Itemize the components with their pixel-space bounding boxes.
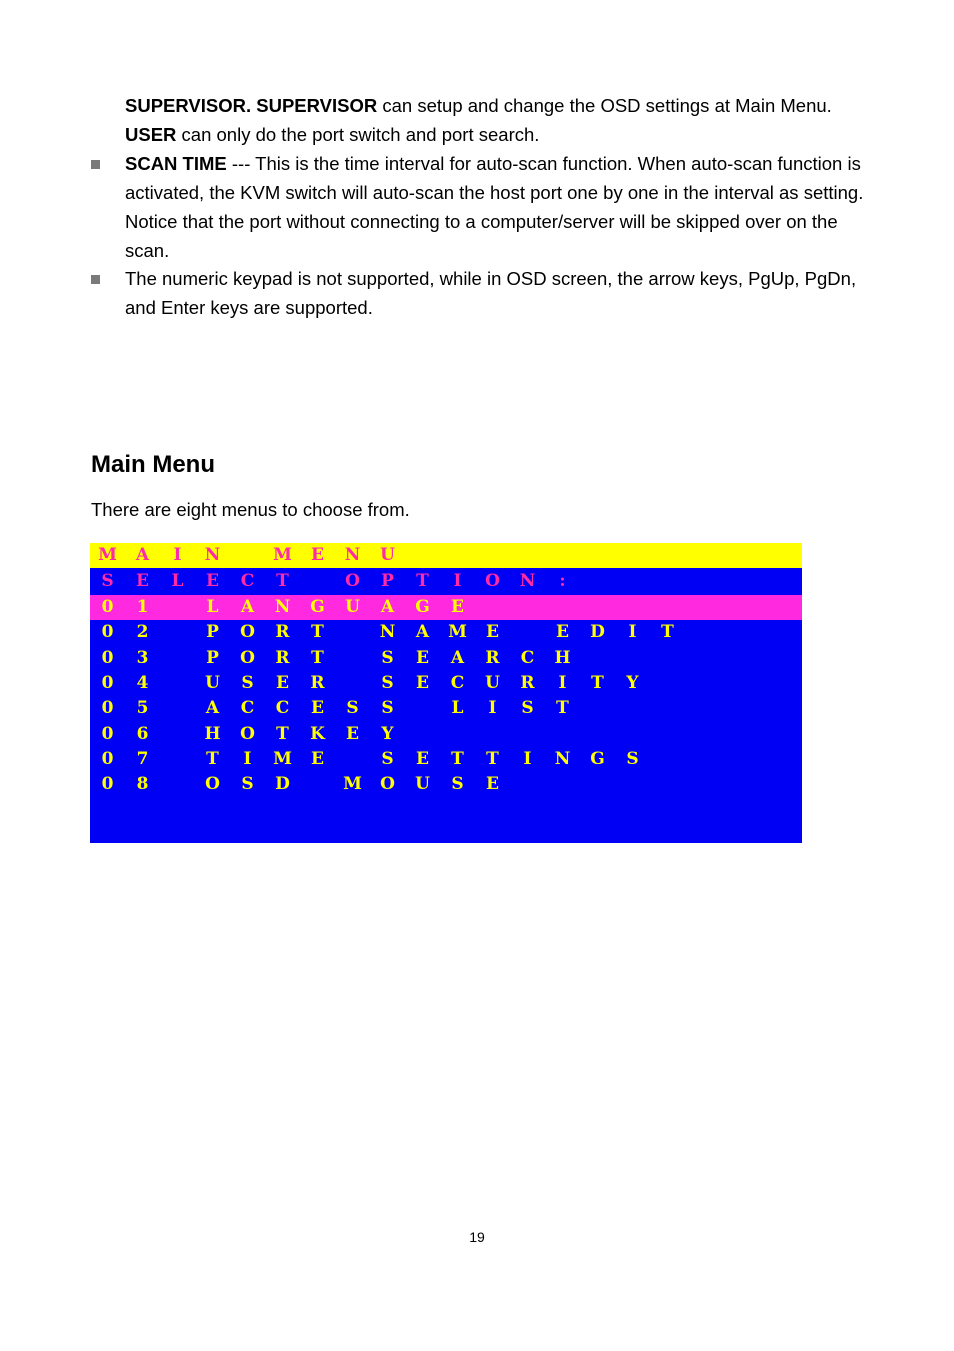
- scan-time-term: SCAN TIME: [125, 153, 227, 174]
- osd-char: N: [379, 622, 396, 643]
- osd-char: 0: [101, 647, 114, 668]
- osd-char: O: [345, 571, 360, 591]
- osd-char: K: [310, 723, 325, 744]
- osd-char: C: [450, 672, 465, 693]
- osd-menu-item-07: [90, 747, 802, 772]
- osd-char: E: [486, 774, 499, 795]
- osd-char: N: [204, 545, 221, 565]
- osd-char: M: [273, 748, 292, 769]
- supervisor-term-2: SUPERVISOR: [256, 95, 378, 116]
- osd-char: M: [448, 622, 467, 643]
- osd-char: M: [343, 774, 362, 795]
- page-number: 19: [469, 1229, 485, 1245]
- osd-title-bar: [90, 543, 802, 568]
- supervisor-description: can setup and change the OSD settings at Main Menu.: [377, 95, 832, 116]
- osd-char: O: [380, 774, 395, 795]
- section-heading: Main Menu: [91, 451, 215, 478]
- square-bullet-icon: [91, 275, 101, 285]
- osd-char: 0: [101, 597, 114, 617]
- osd-char: Y: [381, 723, 394, 744]
- osd-char: 0: [101, 723, 114, 744]
- osd-char: E: [486, 622, 499, 643]
- osd-char: U: [380, 545, 395, 565]
- osd-char: S: [381, 672, 394, 693]
- osd-char: I: [173, 545, 182, 565]
- osd-char: S: [241, 672, 254, 693]
- osd-char: G: [415, 597, 430, 617]
- osd-char: I: [523, 748, 532, 769]
- osd-char: T: [591, 672, 604, 693]
- osd-char: U: [205, 672, 220, 693]
- osd-char: I: [628, 622, 637, 643]
- osd-char: E: [416, 647, 429, 668]
- osd-subtitle: [90, 569, 802, 594]
- osd-char: D: [590, 622, 605, 643]
- osd-char: E: [416, 672, 429, 693]
- osd-char: C: [240, 571, 255, 591]
- scan-time-bullet: [125, 149, 870, 265]
- osd-char: S: [381, 748, 394, 769]
- osd-char: E: [206, 571, 219, 591]
- osd-char: A: [135, 545, 150, 565]
- osd-char: :: [559, 571, 566, 591]
- osd-char: 0: [101, 748, 114, 769]
- osd-char: 0: [101, 698, 114, 719]
- osd-char: H: [204, 723, 221, 744]
- osd-char: T: [311, 622, 324, 643]
- osd-char: E: [311, 748, 324, 769]
- user-description: can only do the port switch and port search.: [176, 124, 540, 145]
- osd-char: G: [310, 597, 325, 617]
- osd-char: 5: [136, 698, 149, 719]
- osd-char: 4: [136, 672, 149, 693]
- user-paragraph: [125, 120, 870, 149]
- osd-char: S: [521, 698, 534, 719]
- scan-time-description: --- This is the time interval for auto-scan function. When auto-scan function is activated, the KVM switch will auto-scan the host port one by one in the interval as setting. Notice that the port without connecting to a computer/server will be skipped over on the scan.: [125, 153, 864, 261]
- osd-char: L: [451, 698, 464, 719]
- osd-char: C: [240, 698, 255, 719]
- osd-char: T: [556, 698, 569, 719]
- osd-char: 8: [136, 774, 149, 795]
- osd-char: E: [276, 672, 289, 693]
- osd-char: P: [206, 647, 219, 668]
- osd-char: C: [520, 647, 535, 668]
- osd-menu-item-06: [90, 722, 802, 747]
- osd-char: S: [381, 647, 394, 668]
- osd-char: 7: [136, 748, 149, 769]
- osd-char: H: [554, 647, 571, 668]
- osd-char: E: [311, 698, 324, 719]
- osd-char: 1: [136, 597, 149, 617]
- osd-char: T: [486, 748, 499, 769]
- osd-char: 0: [101, 774, 114, 795]
- osd-char: R: [520, 672, 535, 693]
- osd-char: A: [240, 597, 255, 617]
- osd-char: O: [240, 622, 255, 643]
- osd-char: T: [276, 571, 289, 591]
- osd-char: 2: [136, 622, 149, 643]
- osd-char: S: [626, 748, 639, 769]
- osd-char: U: [485, 672, 500, 693]
- osd-char: E: [311, 545, 324, 565]
- osd-char: S: [101, 571, 114, 591]
- osd-char: L: [206, 597, 219, 617]
- osd-char: R: [275, 622, 290, 643]
- osd-menu-item-02: [90, 620, 802, 645]
- osd-char: S: [381, 698, 394, 719]
- osd-char: A: [450, 647, 465, 668]
- osd-char: S: [346, 698, 359, 719]
- osd-char: E: [451, 597, 464, 617]
- osd-char: D: [275, 774, 290, 795]
- osd-char: 3: [136, 647, 149, 668]
- osd-char: M: [273, 545, 292, 565]
- osd-menu-item-03: [90, 646, 802, 671]
- osd-char: E: [136, 571, 149, 591]
- osd-char: O: [485, 571, 500, 591]
- square-bullet-icon: [91, 160, 101, 170]
- intro-text: There are eight menus to choose from.: [91, 499, 410, 520]
- osd-char: M: [98, 545, 117, 565]
- user-term: USER: [125, 124, 177, 145]
- osd-char: O: [240, 647, 255, 668]
- osd-char: E: [346, 723, 359, 744]
- osd-char: S: [241, 774, 254, 795]
- osd-char: N: [344, 545, 361, 565]
- osd-char: L: [171, 571, 184, 591]
- osd-char: Y: [626, 672, 639, 693]
- osd-char: I: [558, 672, 567, 693]
- osd-char: A: [380, 597, 395, 617]
- osd-char: P: [206, 622, 219, 643]
- keypad-bullet: The numeric keypad is not supported, while in OSD screen, the arrow keys, PgUp, PgDn, and Enter keys are supported.: [125, 268, 857, 318]
- osd-char: N: [554, 748, 571, 769]
- supervisor-term-1: SUPERVISOR.: [125, 95, 252, 116]
- osd-char: T: [416, 571, 429, 591]
- osd-char: G: [590, 748, 605, 769]
- osd-char: 6: [136, 723, 149, 744]
- osd-char: A: [415, 622, 430, 643]
- osd-char: T: [451, 748, 464, 769]
- osd-char: E: [556, 622, 569, 643]
- osd-main-menu-screenshot: [90, 543, 802, 843]
- osd-menu-item-05: [90, 696, 802, 721]
- osd-char: T: [661, 622, 674, 643]
- osd-char: C: [275, 698, 290, 719]
- osd-char: R: [310, 672, 325, 693]
- osd-char: I: [488, 698, 497, 719]
- osd-char: I: [243, 748, 252, 769]
- osd-char: T: [311, 647, 324, 668]
- osd-char: U: [345, 597, 360, 617]
- osd-char: T: [276, 723, 289, 744]
- osd-char: A: [205, 698, 220, 719]
- osd-menu-item-01: [90, 595, 802, 620]
- osd-char: N: [519, 571, 536, 591]
- osd-char: 0: [101, 672, 114, 693]
- osd-char: R: [275, 647, 290, 668]
- osd-char: T: [206, 748, 219, 769]
- osd-menu-item-04: [90, 671, 802, 696]
- osd-char: 0: [101, 622, 114, 643]
- osd-char: R: [485, 647, 500, 668]
- osd-menu-item-08: [90, 772, 802, 797]
- osd-char: P: [381, 571, 394, 591]
- osd-char: N: [274, 597, 291, 617]
- osd-char: S: [451, 774, 464, 795]
- osd-char: E: [416, 748, 429, 769]
- osd-char: U: [415, 774, 430, 795]
- osd-char: O: [240, 723, 255, 744]
- osd-char: I: [453, 571, 462, 591]
- osd-char: O: [205, 774, 220, 795]
- supervisor-paragraph: [125, 91, 870, 120]
